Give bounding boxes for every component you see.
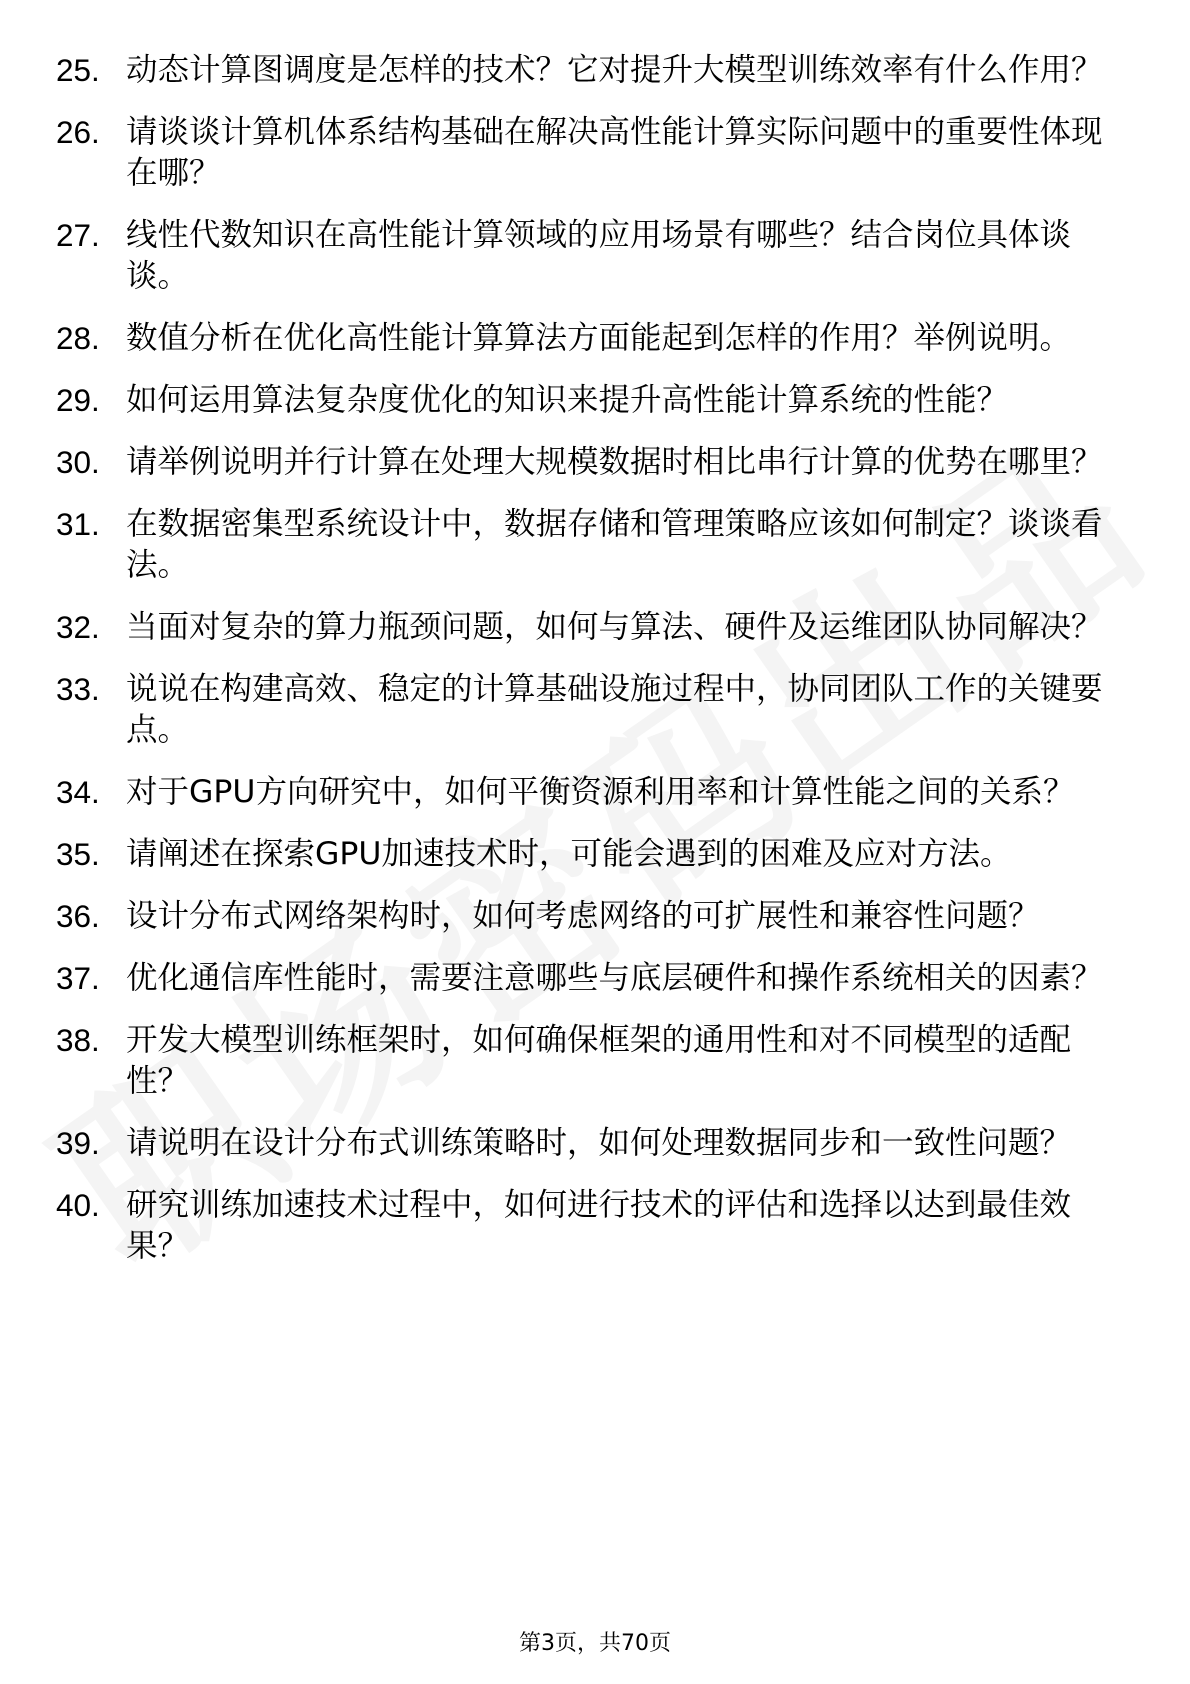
question-text: 说说在构建高效、稳定的计算基础设施过程中，协同团队工作的关键要点。: [126, 671, 1103, 748]
question-number: 37.: [56, 960, 100, 996]
question-number: 38.: [56, 1022, 100, 1058]
question-item: [0, 1185, 1190, 1267]
question-number: 39.: [56, 1125, 100, 1161]
question-number: 30.: [56, 444, 100, 480]
question-item: [0, 112, 1190, 194]
question-number: 40.: [56, 1187, 100, 1223]
question-item: [0, 215, 1190, 297]
question-item: [0, 772, 1190, 813]
question-number: 34.: [56, 774, 100, 810]
question-number: 27.: [56, 217, 100, 253]
question-text: 请谈谈计算机体系结构基础在解决高性能计算实际问题中的重要性体现在哪？: [126, 114, 1103, 191]
question-item: [0, 318, 1190, 359]
question-text: 请说明在设计分布式训练策略时，如何处理数据同步和一致性问题？: [126, 1125, 1072, 1161]
page-footer: [0, 1629, 1190, 1659]
question-text: 当面对复杂的算力瓶颈问题，如何与算法、硬件及运维团队协同解决？: [126, 609, 1103, 645]
question-text: 如何运用算法复杂度优化的知识来提升高性能计算系统的性能？: [126, 382, 1009, 418]
question-item: [0, 380, 1190, 421]
question-number: 28.: [56, 320, 100, 356]
question-text: 对于GPU方向研究中，如何平衡资源利用率和计算性能之间的关系？: [126, 774, 1075, 810]
question-text: 线性代数知识在高性能计算领域的应用场景有哪些？结合岗位具体谈谈。: [126, 217, 1072, 294]
question-item: [0, 504, 1190, 586]
question-number: 31.: [56, 506, 100, 542]
question-text: 研究训练加速技术过程中，如何进行技术的评估和选择以达到最佳效果？: [126, 1187, 1072, 1264]
question-item: [0, 1123, 1190, 1164]
question-text: 在数据密集型系统设计中，数据存储和管理策略应该如何制定？谈谈看法。: [126, 506, 1103, 583]
question-text: 请举例说明并行计算在处理大规模数据时相比串行计算的优势在哪里？: [126, 444, 1103, 480]
question-number: 32.: [56, 609, 100, 645]
question-number: 35.: [56, 836, 100, 872]
question-item: [0, 50, 1190, 91]
question-item: [0, 834, 1190, 875]
question-item: [0, 1020, 1190, 1102]
question-text: 设计分布式网络架构时，如何考虑网络的可扩展性和兼容性问题？: [126, 898, 1040, 934]
question-item: [0, 669, 1190, 751]
question-item: [0, 958, 1190, 999]
question-item: [0, 442, 1190, 483]
question-text: 开发大模型训练框架时，如何确保框架的通用性和对不同模型的适配性？: [126, 1022, 1072, 1099]
question-text: 动态计算图调度是怎样的技术？它对提升大模型训练效率有什么作用？: [126, 52, 1103, 88]
question-item: [0, 607, 1190, 648]
page-number: 第3页，共70页: [519, 1631, 671, 1656]
question-text: 数值分析在优化高性能计算算法方面能起到怎样的作用？举例说明。: [126, 320, 1072, 356]
question-text: 优化通信库性能时，需要注意哪些与底层硬件和操作系统相关的因素？: [126, 960, 1103, 996]
question-item: [0, 896, 1190, 937]
question-number: 33.: [56, 671, 100, 707]
question-number: 26.: [56, 114, 100, 150]
question-text: 请阐述在探索GPU加速技术时，可能会遇到的困难及应对方法。: [126, 836, 1012, 872]
question-list: [0, 50, 1190, 1288]
question-number: 25.: [56, 52, 100, 88]
question-number: 29.: [56, 382, 100, 418]
question-number: 36.: [56, 898, 100, 934]
